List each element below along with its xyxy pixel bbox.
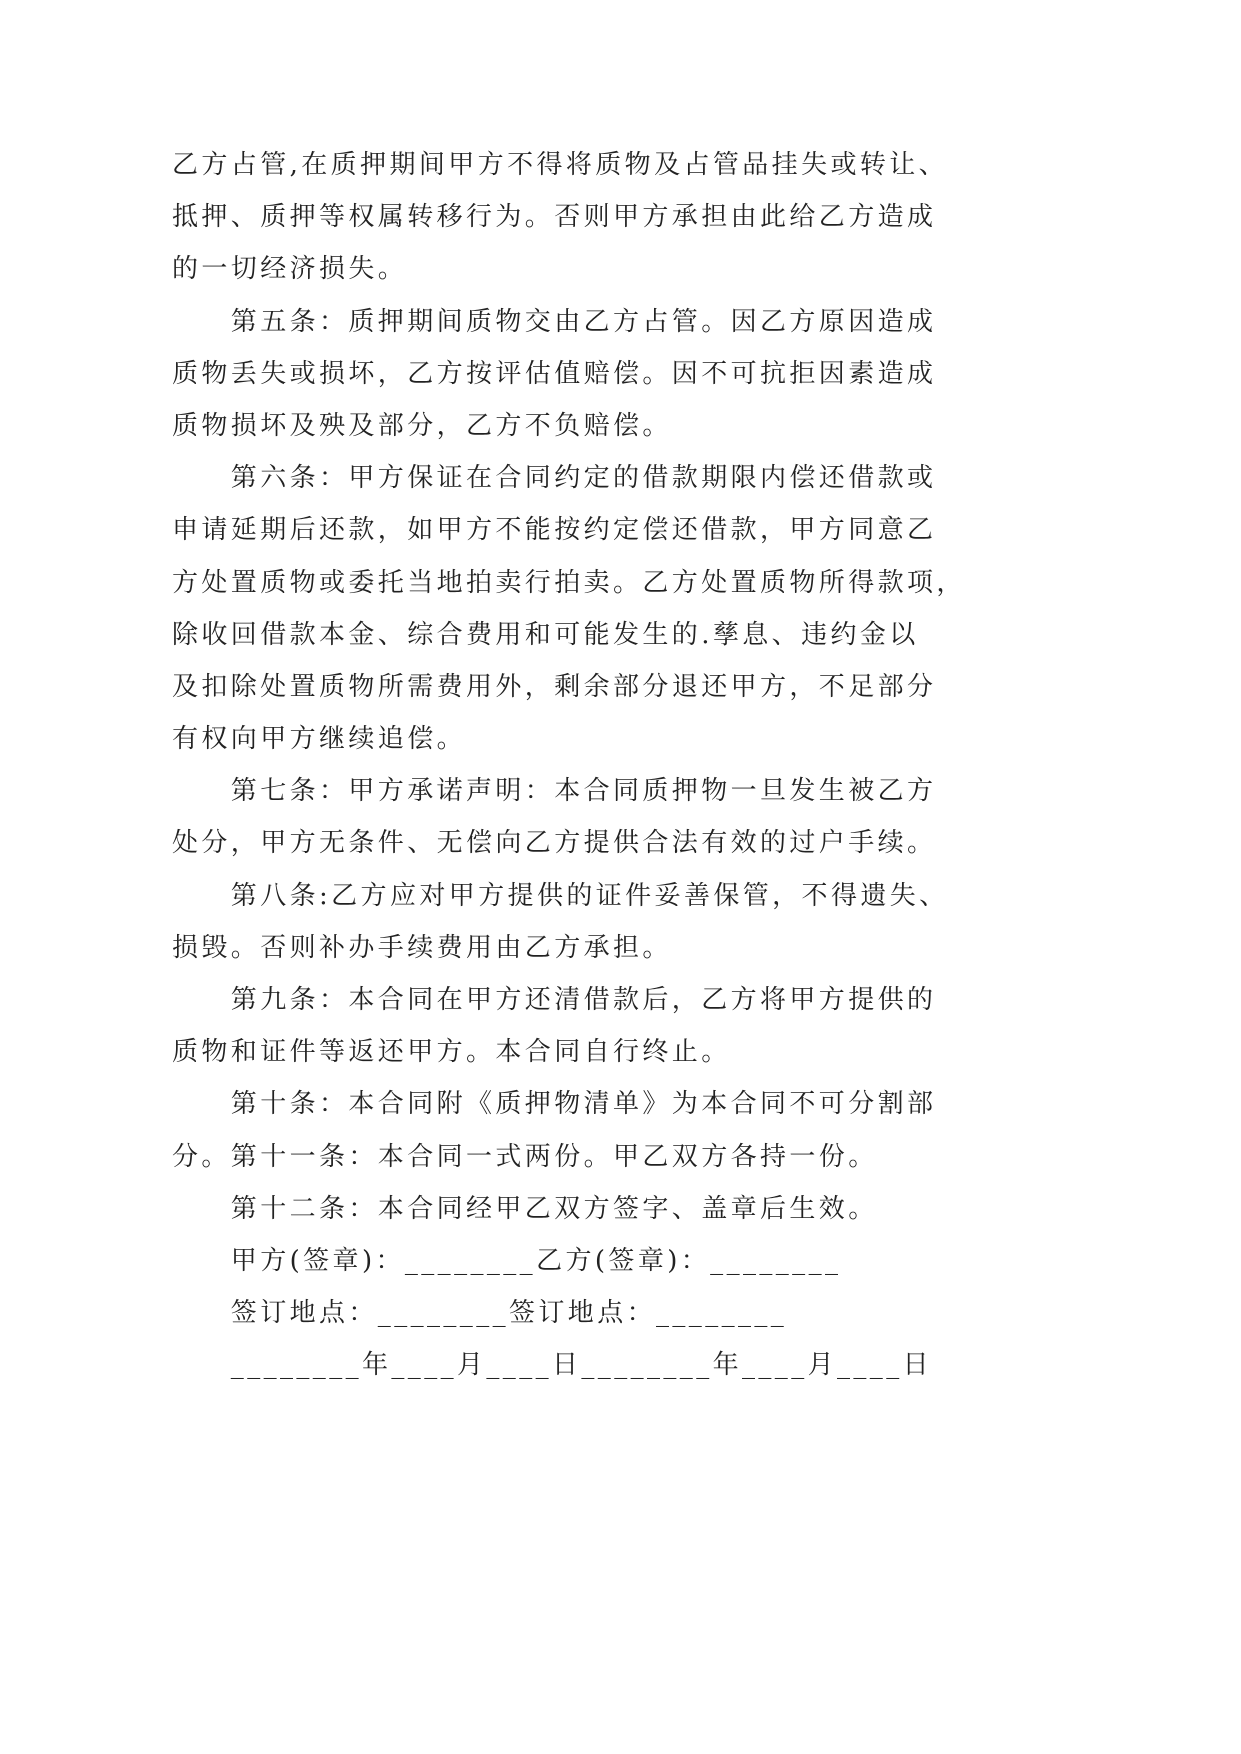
signing-place-line: 签订地点：________签订地点：________: [230, 1298, 788, 1329]
clause-heading-line: 第七条：甲方承诺声明：本合同质押物一旦发生被乙方: [230, 776, 937, 807]
party-signature-line: 甲方(签章)：________乙方(签章)：________: [230, 1245, 842, 1276]
clause-10-11: [172, 1078, 1072, 1182]
clause-heading-line: 第六条：甲方保证在合同约定的借款期限内偿还借款或: [230, 463, 937, 494]
clause-6: [172, 452, 1072, 765]
clause-5: [172, 296, 1072, 453]
clause-heading-line: 第十二条：本合同经甲乙双方签字、盖章后生效。: [230, 1193, 878, 1224]
clause-line: 分。第十一条：本合同一式两份。甲乙双方各持一份。: [172, 1141, 878, 1172]
clause-line: 有权向甲方继续追偿。: [172, 724, 467, 755]
clause-9: [172, 974, 1072, 1078]
clause-line: 乙方占管,在质押期间甲方不得将质物及占管品挂失或转让、: [172, 150, 949, 180]
signing-date-line: ________年____月____日________年____月____日: [230, 1350, 932, 1381]
clause-line: 质物损坏及殃及部分，乙方不负赔偿。: [172, 410, 672, 441]
clause-heading-line: 第十条：本合同附《质押物清单》为本合同不可分割部: [230, 1089, 937, 1120]
clause-line: 质物丢失或损坏，乙方按评估值赔偿。因不可抗拒因素造成: [172, 358, 937, 389]
contract-body: [172, 139, 1072, 1392]
clause-line: 的一切经济损失。: [172, 254, 408, 285]
clause-line: 质物和证件等返还甲方。本合同自行终止。: [172, 1037, 731, 1068]
clause-4-continuation: [172, 139, 1072, 296]
clause-heading-line: 第八条:乙方应对甲方提供的证件妥善保管，不得遗失、: [230, 880, 949, 911]
clause-line: 抵押、质押等权属转移行为。否则甲方承担由此给乙方造成: [172, 202, 937, 233]
signature-block: [172, 1235, 1072, 1392]
clause-line: 除收回借款本金、综合费用和可能发生的.孳息、违约金以: [172, 619, 919, 650]
clause-line: 及扣除处置质物所需费用外，剩余部分退还甲方，不足部分: [172, 671, 937, 702]
clause-line: 损毁。否则补办手续费用由乙方承担。: [172, 932, 672, 963]
clause-line: 处分，甲方无条件、无偿向乙方提供合法有效的过户手续。: [172, 828, 937, 859]
clause-8: [172, 870, 1072, 974]
clause-heading-line: 第九条：本合同在甲方还清借款后，乙方将甲方提供的: [230, 985, 937, 1015]
clause-heading-line: 第五条：质押期间质物交由乙方占管。因乙方原因造成: [230, 306, 937, 337]
clause-line: 申请延期后还款，如甲方不能按约定偿还借款，甲方同意乙: [172, 515, 937, 546]
clause-12: [172, 1183, 1072, 1235]
clause-7: [172, 765, 1072, 869]
clause-line: 方处置质物或委托当地拍卖行拍卖。乙方处置质物所得款项，: [172, 567, 966, 598]
